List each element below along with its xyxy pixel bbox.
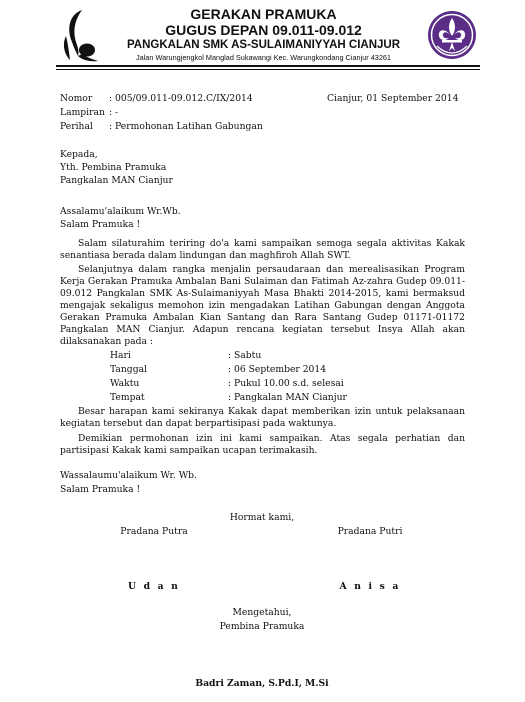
greeting-pramuka: Salam Pramuka !: [60, 219, 141, 230]
tunas-kelapa-logo-icon: [58, 6, 100, 64]
signature-hormat: Hormat kami,: [229, 512, 295, 523]
header-gugus-depan: GUGUS DEPAN 09.011-09.012: [165, 22, 362, 38]
recipient-place: Pangkalan MAN Cianjur: [60, 175, 173, 186]
header-org-name: GERAKAN PRAMUKA: [190, 6, 337, 22]
signature-right-name: A n i s a: [339, 581, 401, 592]
body-paragraph-1: Salam silaturahim teriring do'a kami sampaikan semoga segala aktivitas Kakak senantiasa berada dalam lindungan dan maghfiroh Allah SWT.: [60, 238, 465, 261]
schedule-value-hari: : Sabtu: [228, 350, 262, 361]
schedule-value-tanggal: : 06 September 2014: [228, 364, 327, 375]
recipient-kepada: Kepada,: [60, 149, 98, 160]
recipient-title: Yth. Pembina Pramuka: [60, 162, 167, 173]
place-date: Cianjur, 01 September 2014: [327, 93, 459, 104]
signature-right-title: Pradana Putri: [337, 526, 403, 537]
lampiran-value: : -: [109, 107, 119, 118]
header-rule-thin: [56, 69, 480, 70]
header-address: Jalan Warungjengkol Manglad Sukawangi Kec. Warungkondang Cianjur 43261: [135, 53, 391, 62]
schedule-label-tempat: Tempat: [110, 392, 145, 403]
header-rule-thick: [56, 65, 480, 67]
body-paragraph-4: Demikian permohonan izin ini kami sampaikan. Atas segala perhatian dan partisipasi Kakak kami sampaikan ucapan terimakasih.: [60, 433, 465, 456]
signature-pembina-title: Pembina Pramuka: [219, 621, 305, 632]
nomor-value: : 005/09.011-09.012.C/IX/2014: [109, 93, 253, 104]
closing-pramuka: Salam Pramuka !: [60, 484, 141, 495]
perihal-label: Perihal: [60, 121, 93, 132]
header-pangkalan: PANGKALAN SMK AS-SULAIMANIYYAH CIANJUR: [126, 39, 401, 51]
body-paragraph-3: Besar harapan kami sekiranya Kakak dapat memberikan izin untuk pelaksanaan kegiatan tersebut dan dapat berpartisipasi pada waktunya.: [60, 406, 465, 429]
signature-left-name: U d a n: [127, 581, 181, 592]
schedule-value-waktu: : Pukul 10.00 s.d. selesai: [228, 378, 344, 389]
signature-mengetahui: Mengetahui,: [232, 607, 292, 618]
signature-left-title: Pradana Putra: [120, 526, 188, 537]
perihal-value: : Permohonan Latihan Gabungan: [109, 121, 263, 132]
greeting-salam: Assalamu'alaikum Wr.Wb.: [60, 206, 181, 217]
closing-salam: Wassalaumu'alaikum Wr. Wb.: [60, 470, 197, 481]
signature-pembina-name: Badri Zaman, S.Pd.I, M.Si: [195, 678, 329, 689]
schedule-label-waktu: Waktu: [110, 378, 140, 389]
nomor-label: Nomor: [60, 93, 93, 104]
lampiran-label: Lampiran: [60, 107, 105, 118]
body-paragraph-2: Selanjutnya dalam rangka menjalin persaudaraan dan merealisasikan Program Kerja Gerakan Pramuka Ambalan Bani Sulaiman dan Fatimah Az-zahra Gudep 09.011-09.012 Pangkalan SMK As-Sulaimaniyyah Masa Bhakti 2014-2015, kami bermaksud mengajak sekaligus memohon izin mengadakan Latihan Gabungan dengan Anggota Gerakan Pramuka Ambalan Kian Santang dan Rara Santang Gudep 01171-01172 Pangkalan MAN Cianjur. Adapun rencana kegiatan tersebut Insya Allah akan dilaksanakan pada :: [60, 264, 465, 347]
schedule-value-tempat: : Pangkalan MAN Cianjur: [228, 392, 347, 403]
schedule-label-hari: Hari: [110, 350, 131, 361]
fleur-de-lis-emblem-icon: [427, 10, 477, 60]
schedule-label-tanggal: Tanggal: [110, 364, 147, 375]
